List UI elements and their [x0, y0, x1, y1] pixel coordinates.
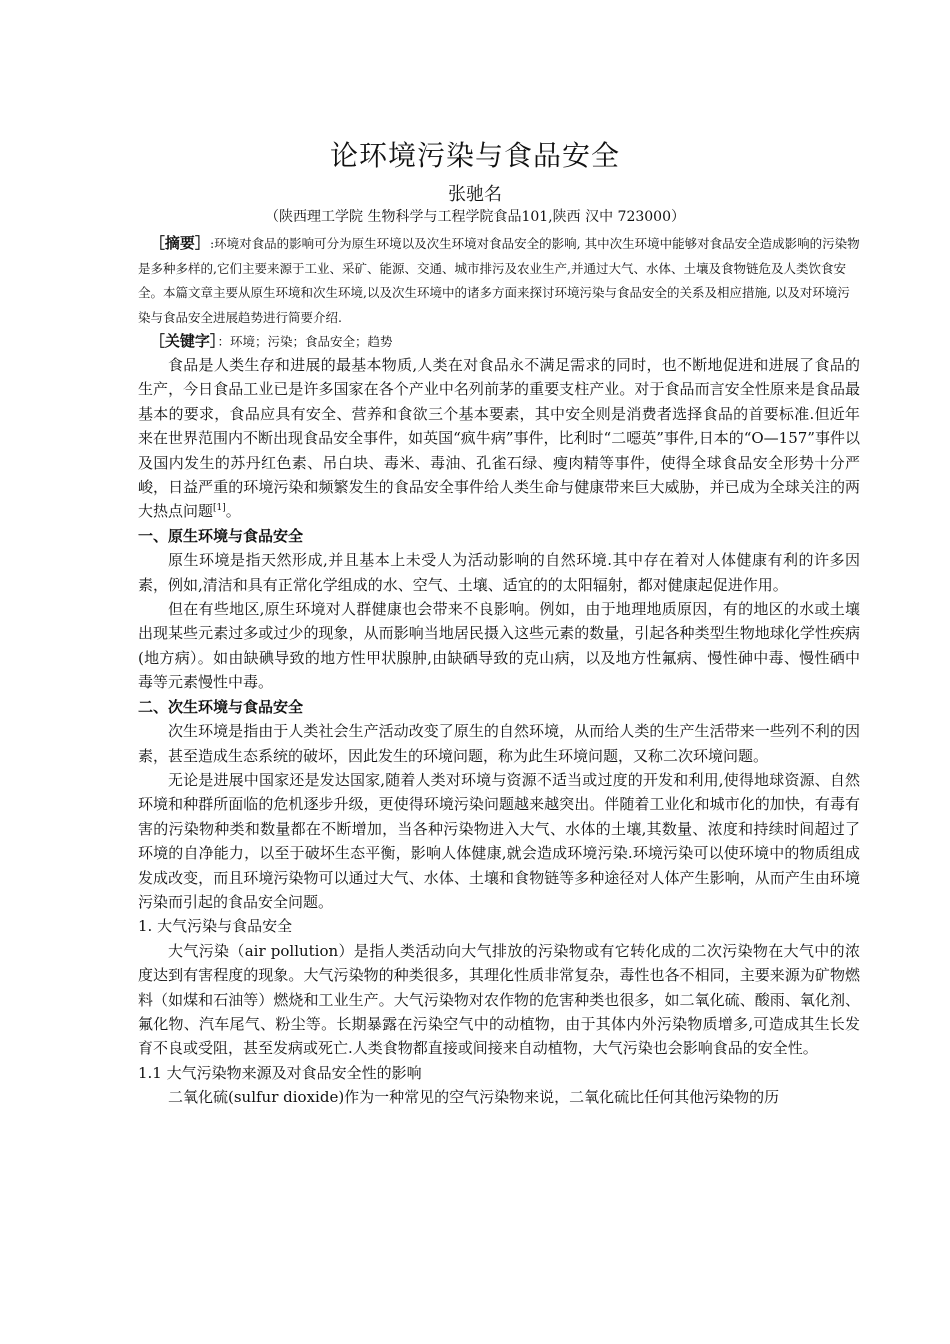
citation-ref: [1]	[213, 503, 226, 514]
paragraph-intro	[138, 353, 860, 524]
paragraph-4: 无论是进展中国家还是发达国家,随着人类对环境与资源不适当或过度的开发和利用,使得地球资源、自然环境和种群所面临的危机逐步升级，更使得环境污染问题越来越突出。伴随着工业化和城市化的加快，有毒有害的污染物种类和数量都在不断增加，当各种污染物进入大气、水体的土壤,其数量、浓度和持续时间超过了环境的自净能力，以至于破坏生态平衡，影响人体健康,就会造成环境污染.环境污染可以使环境中的物质组成发成改变，而且环境污染物可以通过大气、水体、土壤和食物链等多种途径对人体产生影响，从而产生由环境污染而引起的食品安全问题。	[138, 770, 860, 911]
paragraph-5: 大气污染（air pollution）是指人类活动向大气排放的污染物或有它转化成的二次污染物在大气中的浓度达到有害程度的现象。大气污染物的种类很多，其理化性质非常复杂，毒性也各不相同，主要来源为矿物燃料（如煤和石油等）燃烧和工业生产。大气污染物对农作物的危害种类也很多，如二氧化硫、酸雨、氧化剂、氟化物、汽车尾气、粉尘等。长期暴露在污染空气中的动植物，由于其体内外污染物质增多,可造成其生长发育不良或受阻，甚至发病或死亡.人类食物都直接或间接来自动植物，大气污染也会影响食品的安全性。	[138, 941, 860, 1058]
paragraph-6: 二氧化硫(sulfur dioxide)作为一种常见的空气污染物来说，二氧化硫比任何其他污染物的历	[168, 1088, 780, 1107]
paper-title: 论环境污染与食品安全	[329, 139, 620, 172]
abstract-label: ［摘要］	[149, 234, 210, 252]
paragraph-2: 但在有些地区,原生环境对人群健康也会带来不良影响。例如，由于地理地质原因，有的地区的水或土壤出现某些元素过多或过少的现象，从而影响当地居民摄入这些元素的数量，引起各种类型生物地球化学性疾病(地方病）。如由缺碘导致的地方性甲状腺肿,由缺硒导致的克山病，以及地方性氟病、慢性砷中毒、慢性硒中毒等元素慢性中毒。	[138, 600, 860, 692]
keywords	[138, 330, 860, 353]
keywords-text: ：环境；污染；食品安全；趋势	[217, 334, 393, 349]
body-text	[138, 353, 860, 1110]
section-heading-1: 一、原生环境与食品安全	[138, 526, 304, 545]
intro-text: 食品是人类生存和进展的最基本物质,人类在对食品永不满足需求的同时，也不断地促进和进展了食品的生产，今日食品工业已是许多国家在各个产业中名列前茅的重要支柱产业。对于食品而言安全性原来是食品最基本的要求，食品应具有安全、营养和食欲三个基本要素，其中安全则是消费者选择食品的首要标准.但近年来在世界范围内不断出现食品安全事件，如英国“疯牛病”事件，比利时“二噁英”事件,日本的“O—157”事件以及国内发生的苏丹红色素、吊白块、毒米、毒油、孔雀石绿、瘦肉精等事件，使得全球食品安全形势十分严峻，日益严重的环境污染和频繁发生的食品安全事件给人类生命与健康带来巨大威胁，并已成为全球关注的两大热点问题	[138, 356, 860, 521]
intro-end: 。	[225, 502, 241, 521]
subsection-heading-1-1: 1.1 大气污染物来源及对食品安全性的影响	[138, 1063, 422, 1082]
subsection-heading-1: 1. 大气污染与食品安全	[138, 917, 293, 936]
author-name: 张驰名	[448, 184, 502, 205]
abstract-text: :环境对食品的影响可分为原生环境以及次生环境对食品安全的影响, 其中次生环境中能够对食品安全造成影响的污染物是多种多样的,它们主要来源于工业、采矿、能源、交通、城市排污及农业生产,并通过大气、水体、土壤及食物链危及人类饮食安全。本篇文章主要从原生环境和次生环境,以及次生环境中的诸多方面来探讨环境污染与食品安全的关系及相应措施, 以及对环境污染与食品安全进展趋势进行简要介绍.	[138, 236, 860, 325]
paragraph-3: 次生环境是指由于人类社会生产活动改变了原生的自然环境，从而给人类的生产生活带来一些列不利的因素，甚至造成生态系统的破坏，因此发生的环境问题，称为此生环境问题，又称二次环境问题。	[138, 722, 860, 765]
author-affiliation: （陕西理工学院 生物科学与工程学院食品101,陕西 汉中 723000）	[265, 209, 685, 225]
keywords-label: ［关键字］	[149, 332, 218, 350]
section-heading-2: 二、次生环境与食品安全	[138, 697, 304, 716]
abstract	[138, 231, 860, 330]
paragraph-1: 原生环境是指天然形成,并且基本上未受人为活动影响的自然环境.其中存在着对人体健康有利的许多因素，例如,清洁和具有正常化学组成的水、空气、土壤、适宜的的太阳辐射，都对健康起促进作用。	[138, 551, 860, 594]
